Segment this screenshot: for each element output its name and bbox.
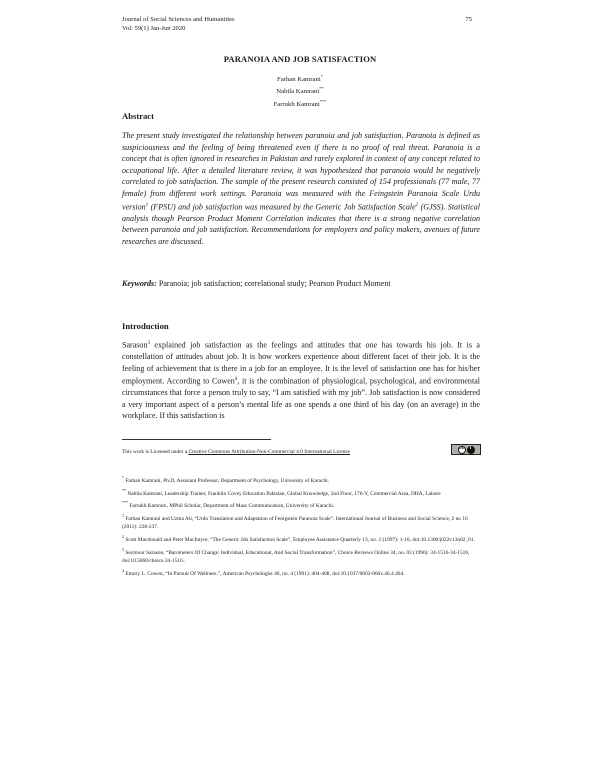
footnotes bbox=[122, 474, 480, 579]
footnote: *** Farrukh Kamrani, MPhil Scholar, Department of Mass Communication, University of Karachi. bbox=[122, 500, 335, 510]
footnote: $^1$ Farhan Kamrani and Uzma Ali, “Urdu Translation and Adaptation of Fenigstein Paranoia Scale”. International Journal of Business and Social Science, 2 no 16 (2011): 228-237. bbox=[122, 513, 468, 531]
author: Farhan Kamrani* bbox=[277, 74, 323, 84]
paper-title: PARANOIA AND JOB SATISFACTION bbox=[223, 54, 377, 64]
attribution-icon: i bbox=[467, 446, 475, 454]
keywords-text: Paranoia; job satisfaction; correlational study; Pearson Product Moment bbox=[156, 279, 391, 288]
abstract-body: The present study investigated the relationship between paranoia and job satisfaction. Paranoia is defined as suspiciousness and the feeling of being threatened even if there is no proof of real threat. Paranoia is a concept that is often ignored in researches in Pakistan and rarely explored in context of any concept related to occupational life. After a detailed literature review, it was hypothesized that paranoia would be negatively correlated to job satisfaction. The sample of the present research consisted of 154 professionals (77 male, 77 female) from different work settings. Paranoia was measured with the Feingstein Paranoia Scale Urdu version$^1$ (FPSU) and job satisfaction was measured by the Generic Job Satisfaction Scale$^2$ (GJSS). Statistical analysis though Pearson Product Moment Correlation indicates that there is a strong negative correlation between paranoia and job satisfaction. Recommendations for employers and policy makers, avenues of future researches are discussed. bbox=[122, 131, 480, 247]
footnote: $^3$ Seymour Sarason, “Barometers Of Change: Individual, Educational, And Social Transformation”, Choice Reviews Online 34, no. 03 (1996): 34-1516-34-1516, doi:10.5860/choice.34-1516.. bbox=[122, 546, 470, 564]
cc-icon: cc bbox=[458, 446, 466, 454]
abstract-heading: Abstract bbox=[122, 111, 154, 121]
introduction-body: Sarason$^3$ explained job satisfaction as the feelings and attitudes that one has towards his job. It is a constellation of attitudes about job. It is how workers experience about different facet of their job. It is the feeling of achievement that is there in a job for an employee. It is the level of satisfaction one has for his/her employment. According to Cowen$^4$, it is the combination of physiological, psychological, and environmental circumstances that force a person truly to say, “I am satisfied with my job”. Job satisfaction is now considered a very important aspect of a person’s mental life as one spends a one third of his day (on an average) in the workplace. If this satisfaction is bbox=[122, 340, 480, 421]
cc-license-badge[interactable] bbox=[451, 444, 481, 455]
page-number: 75 bbox=[465, 16, 472, 23]
license-link[interactable]: Creative Commons Attribution-Non-Commercial 4.0 International License bbox=[188, 449, 350, 455]
keywords-label: Keywords: bbox=[122, 279, 157, 288]
journal-volume: Vol: 59(1) Jan-Jun 2020 bbox=[122, 25, 186, 32]
license-notice: This work is Licensed under a Creative Commons Attribution-Non-Commercial 4.0 International License bbox=[122, 449, 350, 455]
author-list bbox=[0, 72, 600, 109]
footnote-divider bbox=[122, 439, 271, 440]
footnote: $^2$ Scott Macdonald and Peter MacIntyre, “The Generic Job Satisfaction Scale”, Employee Assistance Quarterly 13, no. 2 (1997): 1-16, doi:10.1300/j022v13n02_01. bbox=[122, 534, 475, 543]
keywords-line bbox=[122, 279, 480, 288]
author: Farrukh Kamrani*** bbox=[273, 98, 327, 109]
footnote: * Farhan Kamrani, Ph.D, Assistant Professor, Department of Psychology, University of Karachi. bbox=[122, 475, 329, 484]
author: Nabila Kamrani** bbox=[276, 86, 324, 96]
footnote: ** Nabila Kamrani, Leadership Trainer, Franklin Covey Education Pakistan, Global Knowledge, 2nd Floor, 176-Y, Commercial Area, DHA, Lahore bbox=[122, 487, 441, 497]
introduction-heading: Introduction bbox=[122, 321, 169, 331]
journal-name: Journal of Social Sciences and Humanities bbox=[122, 16, 235, 23]
footnote: $^4$ Emory L. Cowen, “In Pursuit Of Wellness.”, American Psychologist 46, no. 4 (1991): 404-408, doi:10.1037/0003-066x.46.4.404. bbox=[122, 567, 405, 577]
